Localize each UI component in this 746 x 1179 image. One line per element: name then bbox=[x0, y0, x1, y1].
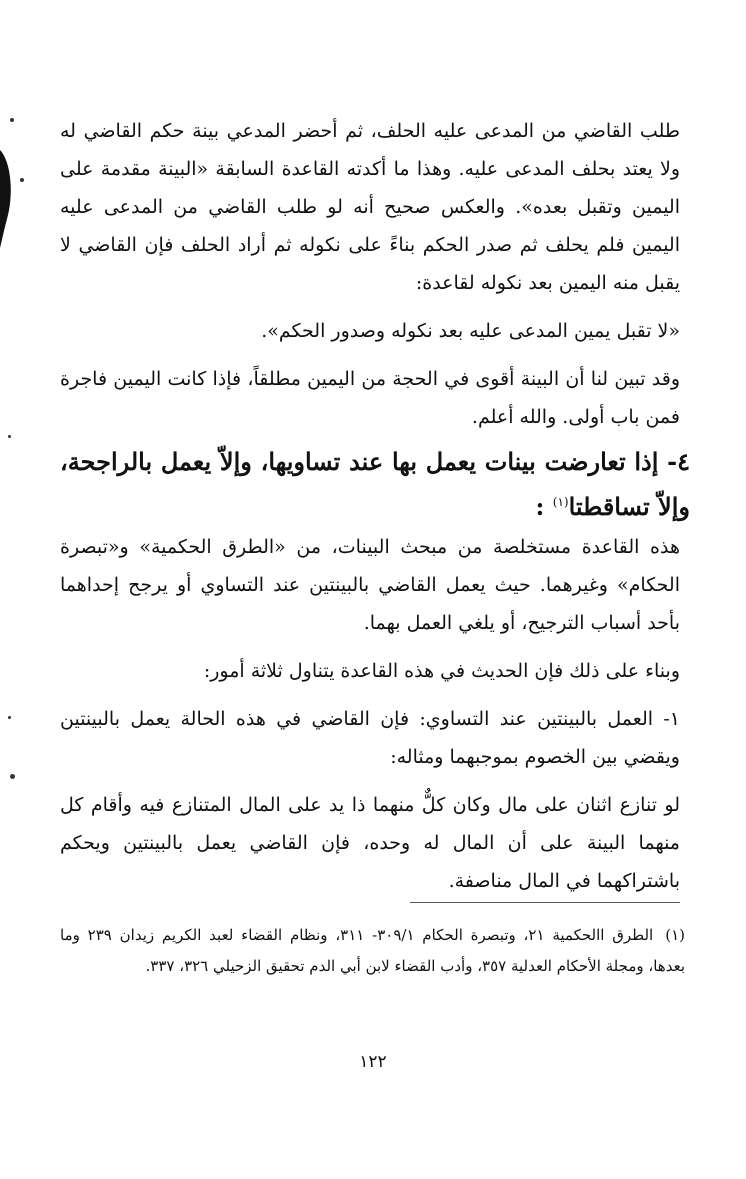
footnote-ref: (١) bbox=[552, 495, 569, 509]
footnote-divider bbox=[410, 902, 680, 903]
heading-text: ٤- إذا تعارضت بينات يعمل بها عند تساويها، وإلاّ يعمل بالراجحة، وإلاّ تساقطتا bbox=[60, 447, 690, 521]
footnote-number: (١) bbox=[665, 926, 685, 944]
body-text-bottom bbox=[60, 528, 680, 900]
scan-speck bbox=[8, 716, 11, 719]
paragraph: ١- العمل بالبينتين عند التساوي: فإن القاضي في هذه الحالة يعمل بالبينتين ويقضي بين الخصوم بموجبهما ومثاله: bbox=[60, 708, 680, 768]
body-text-top bbox=[60, 112, 680, 436]
page-number: ١٢٢ bbox=[359, 1052, 387, 1072]
heading-colon: : bbox=[535, 492, 545, 521]
scan-speck bbox=[8, 435, 11, 438]
paragraph: طلب القاضي من المدعى عليه الحلف، ثم أحضر المدعي بينة حكم القاضي له ولا يعتد بحلف المدعى عليه. وهذا ما أكدته القاعدة السابقة «البينة مقدمة على اليمين وتقبل بعده». والعكس صحيح أنه لو طلب القاضي من المدعى عليه اليمين فلم يحلف ثم صدر الحكم بناءً على نكوله ثم أراد الحلف فإن القاضي لا يقبل منه اليمين بعد نكوله لقاعدة: bbox=[60, 120, 680, 294]
scan-edge-shadow bbox=[0, 120, 22, 250]
scan-speck bbox=[20, 178, 24, 182]
section-heading bbox=[60, 442, 690, 527]
paragraph: لو تنازع اثنان على مال وكان كلٌّ منهما ذا يد على المال المتنازع فيه وأقام كل منهما البينة على أن المال له وحده، فإن القاضي يعمل بالبينتين ويحكم باشتراكهما في المال مناصفة. bbox=[60, 794, 680, 892]
scan-speck bbox=[10, 118, 14, 122]
scan-speck bbox=[10, 774, 15, 779]
footnote-text: الطرق االحكمية ٢١، وتبصرة الحكام ٣٠٩/١- ٣١١، ونظام القضاء لعبد الكريم زيدان ٢٣٩ وما بعدها، ومجلة الأحكام العدلية ٣٥٧، وأدب القضاء لابن أبي الدم تحقيق الزحيلي ٣٢٦، ٣٣٧. bbox=[60, 926, 685, 975]
paragraph: وبناء على ذلك فإن الحديث في هذه القاعدة يتناول ثلاثة أمور: bbox=[203, 660, 680, 682]
paragraph: هذه القاعدة مستخلصة من مبحث البينات، من «الطرق الحكمية» و«تبصرة الحكام» وغيرهما. حيث يعمل القاضي بالبينتين عند التساوي أو يرجح إحداهما بأحد أسباب الترجيح، أو يلغي العمل بهما. bbox=[60, 536, 680, 634]
footnote bbox=[60, 920, 685, 982]
rule-quote: «لا تقبل يمين المدعى عليه بعد نكوله وصدور الحكم». bbox=[261, 320, 680, 342]
paragraph: وقد تبين لنا أن البينة أقوى في الحجة من اليمين مطلقاً، فإذا كانت اليمين فاجرة فمن باب أولى. والله أعلم. bbox=[60, 368, 680, 428]
